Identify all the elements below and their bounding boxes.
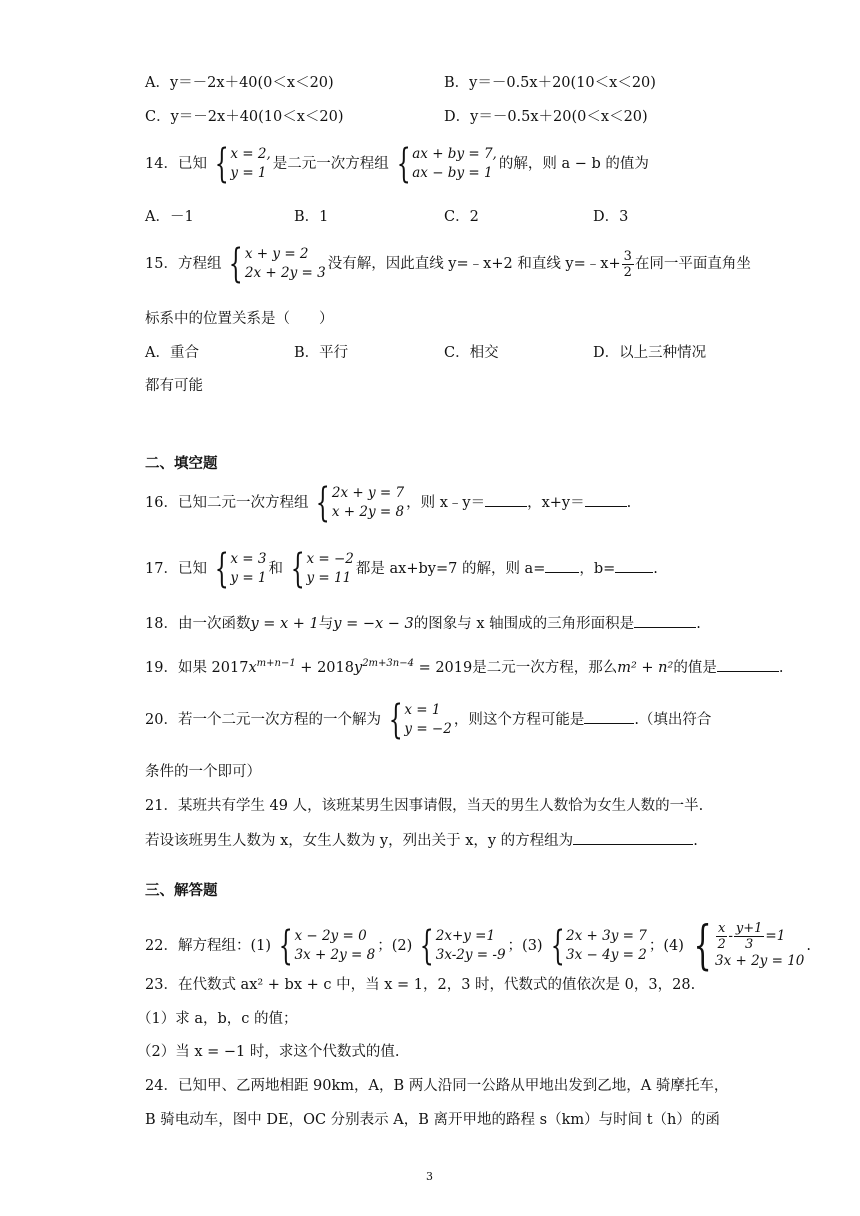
q15-option-b: B．平行: [294, 345, 349, 361]
q13-option-c: C．y＝－2x＋40(10＜x＜20): [145, 109, 344, 125]
q16-stem: 16．已知二元一次方程组 { 2x + y = 7 x + 2y = 8 ，则 x﹣y＝ ，x+y＝ .: [145, 480, 632, 526]
q14-option-b: B．1: [294, 209, 329, 225]
q15-option-c: C．相交: [444, 345, 499, 361]
q19-blank: [717, 657, 779, 672]
q21-blank: [573, 830, 693, 845]
q22-system-4: { $\frac{x}{2}$ - $\frac{y+1}{3}$ =1 3x + 2y = 10: [693, 916, 805, 976]
q16-blank-2: [585, 492, 627, 507]
q15-option-a: A．重合: [145, 345, 199, 361]
q23-part-2: （2）当 x = −1 时，求这个代数式的值.: [137, 1044, 400, 1060]
q20-stem: 20．若一个二元一次方程的一个解为 { x = 1 y = −2 ，则这个方程可能是 .（填出符合: [145, 697, 712, 743]
q16-system: { 2x + y = 7 x + 2y = 8: [316, 480, 405, 526]
q14-stem: 14．已知 { x = 2, y = 1 是二元一次方程组 { ax + by = 7, ax − by = 1 的解，则 a − b 的值为: [145, 141, 649, 187]
q14-option-d: D．3: [593, 209, 629, 225]
q20-stem-line2: 条件的一个即可）: [145, 764, 261, 780]
q17-system-1: { x = 3 y = 1: [214, 546, 267, 592]
q14-option-c: C．2: [444, 209, 479, 225]
q24-stem-line2: B 骑电动车，图中 DE，OC 分别表示 A，B 离开甲地的路程 s（km）与时间 t（h）的函: [145, 1112, 720, 1128]
page-number: 3: [426, 1170, 433, 1183]
section-fill-in-heading: 二、填空题: [145, 456, 218, 472]
q13-option-b: B．y＝－0.5x＋20(10＜x＜20): [444, 75, 656, 91]
q14-option-a: A．－1: [145, 209, 194, 225]
q15-system: { x + y = 2 2x + 2y = 3: [229, 241, 326, 287]
q20-blank: [584, 709, 634, 724]
q21-stem-line1: 21．某班共有学生 49 人，该班某男生因事请假，当天的男生人数恰为女生人数的一半.: [145, 798, 704, 814]
section-solve-heading: 三、解答题: [145, 883, 218, 899]
q22-system-3: { 2x + 3y = 7 3x − 4y = 2: [550, 923, 647, 969]
q20-system: { x = 1 y = −2: [388, 697, 452, 743]
q24-stem-line1: 24．已知甲、乙两地相距 90km，A，B 两人沿同一公路从甲地出发到乙地，A 骑摩托车，: [145, 1078, 729, 1094]
q15-stem: 15．方程组 { x + y = 2 2x + 2y = 3 没有解，因此直线 y=﹣x+2 和直线 y=﹣x+ $\frac{3}{2}$ 在同一平面直角坐: [145, 241, 751, 287]
q22-system-1: { x − 2y = 0 3x + 2y = 8: [278, 923, 376, 969]
q15-option-d-cont: 都有可能: [145, 378, 203, 394]
q15-stem-line2: 标系中的位置关系是（ ）: [145, 311, 334, 327]
q17-blank-1: [545, 558, 579, 573]
q21-stem-line2: 若设该班男生人数为 x，女生人数为 y，列出关于 x，y 的方程组为 .: [145, 830, 698, 851]
q17-system-2: { x = −2 y = 11: [290, 546, 354, 592]
q17-blank-2: [615, 558, 653, 573]
q13-option-a: A．y＝－2x＋40(0＜x＜20): [145, 75, 334, 91]
q15-option-d: D．以上三种情况: [593, 345, 707, 361]
q14-system-1: { x = 2, y = 1: [214, 141, 271, 187]
q14-system-2: { ax + by = 7, ax − by = 1: [396, 141, 497, 187]
q18-blank: [634, 613, 696, 628]
q19-stem: 19．如果 $2017x^{m+n-1} + 2018y^{2m+3n-4} = 2019$是二元一次方程，那么m² + n²的值是 .: [145, 658, 784, 676]
q17-stem: 17．已知 { x = 3 y = 1 和 { x = −2 y = 11 都是 ax+by=7 的解，则 a= ，b= .: [145, 546, 658, 592]
q18-stem: 18．由一次函数y = x + 1与y = −x − 3的图象与 x 轴围成的三角形面积是 .: [145, 613, 701, 634]
q16-blank-1: [485, 492, 527, 507]
q23-part-1: （1）求 a，b，c 的值；: [137, 1011, 298, 1027]
q13-option-d: D．y＝－0.5x＋20(0＜x＜20): [444, 109, 648, 125]
q15-fraction: $\frac{3}{2}$: [623, 248, 632, 280]
q22-system-2: { 2x+y =1 3x-2y = -9: [420, 923, 506, 969]
q22-stem: 22．解方程组：(1) { x − 2y = 0 3x + 2y = 8 ；(2) { 2x+y =1 3x-2y = -9 ；(3) { 2x + 3y = 7 3x − 4y = 2 ；(4) { $\frac{x}{2}$ - $\frac{y+1}{3}$ =1 3x + 2y = 10 .: [145, 916, 811, 976]
q23-stem-line1: 23．在代数式 ax² + bx + c 中，当 x = 1，2，3 时，代数式的值依次是 0，3，28.: [145, 977, 696, 993]
